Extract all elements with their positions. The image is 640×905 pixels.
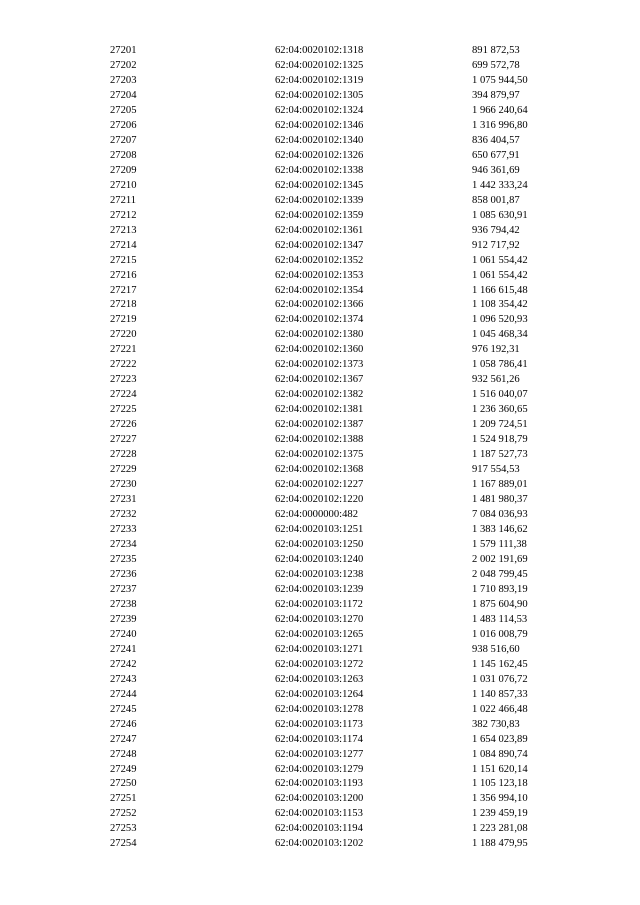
cadastral-value-cell: 1 016 008,79	[472, 628, 528, 640]
cadastral-value-table	[110, 44, 550, 852]
row-number-cell: 27221	[110, 344, 137, 356]
cadastral-number-cell: 62:04:0020102:1352	[275, 254, 364, 266]
row-number-cell: 27237	[110, 583, 137, 595]
cadastral-value-cell: 1 085 630,91	[472, 209, 528, 221]
cadastral-value-cell: 1 061 554,42	[472, 254, 528, 266]
table-row	[110, 343, 550, 358]
table-row	[110, 508, 550, 523]
row-number-cell: 27218	[110, 299, 137, 311]
cadastral-value-cell: 1 045 468,34	[472, 329, 528, 341]
table-row	[110, 733, 550, 748]
cadastral-number-cell: 62:04:0020102:1346	[275, 119, 364, 131]
cadastral-value-cell: 891 872,53	[472, 45, 520, 56]
row-number-cell: 27242	[110, 658, 137, 670]
row-number-cell: 27201	[110, 45, 137, 56]
row-number-cell: 27238	[110, 598, 137, 610]
cadastral-value-cell: 7 084 036,93	[472, 509, 528, 521]
table-row	[110, 298, 550, 313]
table-row	[110, 388, 550, 403]
cadastral-value-cell: 699 572,78	[472, 59, 520, 71]
table-row	[110, 493, 550, 508]
row-number-cell: 27215	[110, 254, 137, 266]
table-row	[110, 313, 550, 328]
row-number-cell: 27252	[110, 808, 137, 820]
cadastral-number-cell: 62:04:0020102:1324	[275, 104, 364, 116]
cadastral-value-cell: 1 442 333,24	[472, 179, 528, 191]
cadastral-value-cell: 936 794,42	[472, 224, 520, 236]
row-number-cell: 27236	[110, 568, 137, 580]
table-row	[110, 463, 550, 478]
table-row	[110, 807, 550, 822]
table-row	[110, 328, 550, 343]
cadastral-number-cell: 62:04:0020102:1318	[275, 45, 364, 56]
row-number-cell: 27233	[110, 524, 137, 535]
table-row	[110, 658, 550, 673]
row-number-cell: 27229	[110, 464, 137, 476]
cadastral-value-cell: 1 383 146,62	[472, 524, 528, 535]
cadastral-number-cell: 62:04:0020103:1172	[275, 598, 363, 610]
cadastral-number-cell: 62:04:0020102:1347	[275, 239, 364, 251]
cadastral-value-cell: 1 239 459,19	[472, 808, 528, 820]
row-number-cell: 27213	[110, 224, 137, 236]
table-row	[110, 418, 550, 433]
cadastral-number-cell: 62:04:0020102:1388	[275, 434, 364, 446]
table-row	[110, 448, 550, 463]
row-number-cell: 27226	[110, 419, 137, 431]
row-number-cell: 27224	[110, 389, 137, 401]
row-number-cell: 27253	[110, 823, 137, 835]
row-number-cell: 27208	[110, 149, 137, 161]
cadastral-number-cell: 62:04:0020103:1264	[275, 688, 364, 700]
cadastral-value-cell: 1 151 620,14	[472, 763, 528, 775]
cadastral-value-cell: 1 188 479,95	[472, 838, 528, 850]
row-number-cell: 27210	[110, 179, 137, 191]
row-number-cell: 27246	[110, 718, 137, 730]
row-number-cell: 27244	[110, 688, 137, 700]
table-row	[110, 74, 550, 89]
cadastral-value-cell: 1 209 724,51	[472, 419, 528, 431]
cadastral-number-cell: 62:04:0020102:1325	[275, 59, 364, 71]
cadastral-number-cell: 62:04:0020102:1380	[275, 329, 364, 341]
row-number-cell: 27204	[110, 89, 137, 101]
row-number-cell: 27225	[110, 404, 137, 416]
cadastral-value-cell: 912 717,92	[472, 239, 520, 251]
row-number-cell: 27219	[110, 314, 137, 326]
table-row	[110, 748, 550, 763]
table-row	[110, 269, 550, 284]
cadastral-number-cell: 62:04:0000000:482	[275, 509, 358, 521]
cadastral-number-cell: 62:04:0020103:1194	[275, 823, 363, 835]
cadastral-value-cell: 858 001,87	[472, 194, 520, 206]
cadastral-number-cell: 62:04:0020102:1319	[275, 74, 364, 86]
row-number-cell: 27216	[110, 269, 137, 281]
row-number-cell: 27214	[110, 239, 137, 251]
cadastral-number-cell: 62:04:0020102:1374	[275, 314, 364, 326]
table-row	[110, 673, 550, 688]
row-number-cell: 27202	[110, 59, 137, 71]
cadastral-number-cell: 62:04:0020103:1265	[275, 628, 364, 640]
table-row	[110, 628, 550, 643]
row-number-cell: 27205	[110, 104, 137, 116]
cadastral-number-cell: 62:04:0020103:1270	[275, 613, 364, 625]
cadastral-value-cell: 932 561,26	[472, 374, 520, 386]
table-row	[110, 763, 550, 778]
row-number-cell: 27251	[110, 793, 137, 805]
cadastral-number-cell: 62:04:0020103:1202	[275, 838, 364, 850]
cadastral-value-cell: 1 096 520,93	[472, 314, 528, 326]
table-row	[110, 598, 550, 613]
table-row	[110, 568, 550, 583]
cadastral-number-cell: 62:04:0020103:1251	[275, 524, 364, 535]
cadastral-number-cell: 62:04:0020102:1359	[275, 209, 364, 221]
cadastral-value-cell: 1 316 996,80	[472, 119, 528, 131]
cadastral-number-cell: 62:04:0020102:1375	[275, 449, 364, 461]
cadastral-value-cell: 382 730,83	[472, 718, 520, 730]
cadastral-value-cell: 1 167 889,01	[472, 479, 528, 491]
cadastral-number-cell: 62:04:0020103:1272	[275, 658, 364, 670]
table-row	[110, 254, 550, 269]
cadastral-number-cell: 62:04:0020102:1367	[275, 374, 364, 386]
table-row	[110, 553, 550, 568]
table-row	[110, 239, 550, 254]
cadastral-value-cell: 1 483 114,53	[472, 613, 528, 625]
cadastral-value-cell: 938 516,60	[472, 643, 520, 655]
table-row	[110, 688, 550, 703]
cadastral-value-cell: 1 710 893,19	[472, 583, 528, 595]
table-row	[110, 209, 550, 224]
cadastral-value-cell: 1 140 857,33	[472, 688, 528, 700]
cadastral-value-cell: 1 187 527,73	[472, 449, 528, 461]
cadastral-number-cell: 62:04:0020102:1387	[275, 419, 364, 431]
table-row	[110, 403, 550, 418]
table-row	[110, 777, 550, 792]
table-row	[110, 59, 550, 74]
row-number-cell: 27241	[110, 643, 137, 655]
cadastral-number-cell: 62:04:0020102:1338	[275, 164, 364, 176]
row-number-cell: 27254	[110, 838, 137, 850]
table-row	[110, 224, 550, 239]
row-number-cell: 27203	[110, 74, 137, 86]
row-number-cell: 27234	[110, 538, 137, 550]
table-row	[110, 89, 550, 104]
cadastral-number-cell: 62:04:0020102:1227	[275, 479, 364, 491]
table-row	[110, 119, 550, 134]
cadastral-number-cell: 62:04:0020103:1250	[275, 538, 364, 550]
table-row	[110, 179, 550, 194]
table-row	[110, 792, 550, 807]
row-number-cell: 27245	[110, 703, 137, 715]
cadastral-value-cell: 1 166 615,48	[472, 284, 528, 296]
cadastral-value-cell: 976 192,31	[472, 344, 520, 356]
cadastral-value-cell: 1 516 040,07	[472, 389, 528, 401]
cadastral-number-cell: 62:04:0020102:1382	[275, 389, 364, 401]
cadastral-value-cell: 1 875 604,90	[472, 598, 528, 610]
row-number-cell: 27222	[110, 359, 137, 371]
row-number-cell: 27243	[110, 673, 137, 685]
cadastral-value-cell: 2 002 191,69	[472, 553, 528, 565]
cadastral-number-cell: 62:04:0020103:1153	[275, 808, 363, 820]
cadastral-number-cell: 62:04:0020103:1271	[275, 643, 364, 655]
cadastral-number-cell: 62:04:0020102:1305	[275, 89, 364, 101]
table-row	[110, 523, 550, 538]
table-row	[110, 643, 550, 658]
row-number-cell: 27240	[110, 628, 137, 640]
cadastral-value-cell: 1 223 281,08	[472, 823, 528, 835]
row-number-cell: 27207	[110, 134, 137, 146]
cadastral-value-cell: 2 048 799,45	[472, 568, 528, 580]
cadastral-number-cell: 62:04:0020103:1279	[275, 763, 364, 775]
table-row	[110, 538, 550, 553]
table-row	[110, 284, 550, 299]
cadastral-number-cell: 62:04:0020102:1373	[275, 359, 364, 371]
cadastral-value-cell: 1 579 111,38	[472, 538, 527, 550]
table-row	[110, 613, 550, 628]
table-row	[110, 433, 550, 448]
cadastral-number-cell: 62:04:0020102:1368	[275, 464, 364, 476]
cadastral-value-cell: 1 966 240,64	[472, 104, 528, 116]
row-number-cell: 27247	[110, 733, 137, 745]
row-number-cell: 27228	[110, 449, 137, 461]
row-number-cell: 27249	[110, 763, 137, 775]
table-row	[110, 583, 550, 598]
cadastral-value-cell: 1 105 123,18	[472, 778, 528, 790]
table-row	[110, 149, 550, 164]
cadastral-value-cell: 1 654 023,89	[472, 733, 528, 745]
cadastral-value-cell: 1 058 786,41	[472, 359, 528, 371]
row-number-cell: 27250	[110, 778, 137, 790]
cadastral-value-cell: 1 031 076,72	[472, 673, 528, 685]
table-row	[110, 164, 550, 179]
cadastral-number-cell: 62:04:0020102:1345	[275, 179, 364, 191]
row-number-cell: 27239	[110, 613, 137, 625]
cadastral-number-cell: 62:04:0020103:1263	[275, 673, 364, 685]
cadastral-value-cell: 1 481 980,37	[472, 494, 528, 506]
row-number-cell: 27220	[110, 329, 137, 341]
cadastral-number-cell: 62:04:0020102:1366	[275, 299, 364, 311]
row-number-cell: 27211	[110, 194, 137, 206]
cadastral-number-cell: 62:04:0020102:1360	[275, 344, 364, 356]
table-row	[110, 837, 550, 852]
cadastral-number-cell: 62:04:0020102:1340	[275, 134, 364, 146]
cadastral-value-cell: 946 361,69	[472, 164, 520, 176]
row-number-cell: 27227	[110, 434, 137, 446]
cadastral-value-cell: 1 061 554,42	[472, 269, 528, 281]
cadastral-number-cell: 62:04:0020103:1193	[275, 778, 363, 790]
row-number-cell: 27223	[110, 374, 137, 386]
table-row	[110, 703, 550, 718]
cadastral-number-cell: 62:04:0020102:1339	[275, 194, 364, 206]
cadastral-value-cell: 917 554,53	[472, 464, 520, 476]
cadastral-number-cell: 62:04:0020103:1173	[275, 718, 363, 730]
cadastral-value-cell: 1 108 354,42	[472, 299, 528, 311]
row-number-cell: 27212	[110, 209, 137, 221]
cadastral-value-cell: 1 022 466,48	[472, 703, 528, 715]
cadastral-value-cell: 1 084 890,74	[472, 748, 528, 760]
table-row	[110, 358, 550, 373]
cadastral-number-cell: 62:04:0020102:1326	[275, 149, 364, 161]
table-row	[110, 478, 550, 493]
cadastral-value-cell: 836 404,57	[472, 134, 520, 146]
cadastral-value-cell: 1 236 360,65	[472, 404, 528, 416]
cadastral-number-cell: 62:04:0020103:1200	[275, 793, 364, 805]
cadastral-number-cell: 62:04:0020102:1361	[275, 224, 364, 236]
table-row	[110, 718, 550, 733]
cadastral-number-cell: 62:04:0020103:1174	[275, 733, 363, 745]
row-number-cell: 27230	[110, 479, 137, 491]
cadastral-value-cell: 394 879,97	[472, 89, 520, 101]
cadastral-number-cell: 62:04:0020103:1238	[275, 568, 364, 580]
row-number-cell: 27235	[110, 553, 137, 565]
row-number-cell: 27231	[110, 494, 137, 506]
row-number-cell: 27217	[110, 284, 137, 296]
table-row	[110, 373, 550, 388]
cadastral-value-cell: 1 145 162,45	[472, 658, 528, 670]
cadastral-value-cell: 1 075 944,50	[472, 74, 528, 86]
cadastral-number-cell: 62:04:0020102:1353	[275, 269, 364, 281]
cadastral-number-cell: 62:04:0020102:1381	[275, 404, 364, 416]
cadastral-value-cell: 1 524 918,79	[472, 434, 528, 446]
row-number-cell: 27206	[110, 119, 137, 131]
cadastral-value-cell: 1 356 994,10	[472, 793, 528, 805]
row-number-cell: 27209	[110, 164, 137, 176]
cadastral-number-cell: 62:04:0020102:1354	[275, 284, 364, 296]
table-row	[110, 134, 550, 149]
cadastral-number-cell: 62:04:0020103:1278	[275, 703, 364, 715]
cadastral-number-cell: 62:04:0020103:1277	[275, 748, 364, 760]
row-number-cell: 27248	[110, 748, 137, 760]
table-body	[110, 44, 550, 852]
table-row	[110, 44, 550, 59]
row-number-cell: 27232	[110, 509, 137, 521]
cadastral-value-cell: 650 677,91	[472, 149, 520, 161]
table-row	[110, 104, 550, 119]
table-row	[110, 194, 550, 209]
cadastral-number-cell: 62:04:0020103:1240	[275, 553, 364, 565]
cadastral-number-cell: 62:04:0020103:1239	[275, 583, 364, 595]
cadastral-number-cell: 62:04:0020102:1220	[275, 494, 364, 506]
table-row	[110, 822, 550, 837]
